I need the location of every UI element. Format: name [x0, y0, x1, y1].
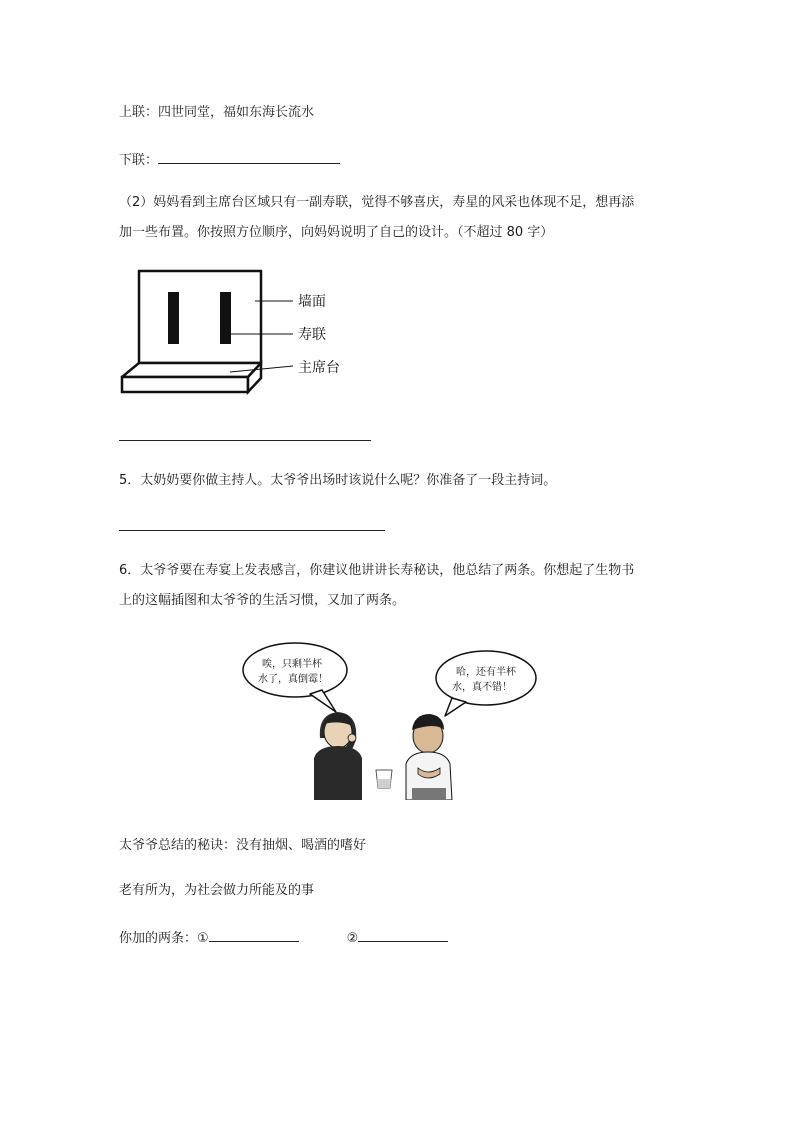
podium-top [122, 363, 261, 377]
bubble-tail-left [310, 690, 336, 712]
label-wall: 墙面 [298, 294, 326, 310]
half-glass-illustration [240, 640, 540, 800]
label-podium: 主席台 [298, 360, 340, 376]
q5-answer-line[interactable] [119, 530, 385, 531]
added-label: 你加的两条：① [119, 931, 209, 946]
couplet-strip-left [168, 292, 179, 344]
added-items [119, 927, 448, 948]
wall-panel [139, 271, 261, 363]
q6-line1: 6．太爷爷要在寿宴上发表感言，你建议他讲讲长寿秘诀，他总结了两条。你想起了生物书 [119, 563, 635, 578]
couplet-lower [119, 149, 340, 170]
q6-line2: 上的这幅插图和太爷爷的生活习惯，又加了两条。 [119, 593, 406, 608]
couplet-lower-label: 下联： [119, 153, 159, 168]
label-couplet: 寿联 [298, 327, 326, 343]
secrets-line2: 老有所为，为社会做力所能及的事 [119, 883, 315, 898]
speech-bubble-left [243, 643, 347, 697]
q5-text: 5．太奶奶要你做主持人。太爷爷出场时该说什么呢？你准备了一段主持词。 [119, 473, 557, 488]
bubble-text-right-2: 水，真不错！ [452, 682, 512, 693]
podium-diagram [118, 268, 348, 400]
couplet-upper: 上联：四世同堂，福如东海长流水 [119, 105, 315, 120]
q2-line2: 加一些布置。你按照方位顺序，向妈妈说明了自己的设计。（不超过 80 字） [119, 225, 554, 240]
bubble-tail-right [445, 698, 466, 716]
happy-boy-figure [406, 714, 452, 800]
speech-bubble-right [436, 651, 536, 705]
bubble-text-left-2: 水了，真倒霉！ [258, 674, 328, 685]
second-marker: ② [346, 931, 359, 946]
bubble-text-left-1: 唉，只剩半杯 [262, 659, 322, 670]
q2-line1: （2）妈妈看到主席台区域只有一副寿联，觉得不够喜庆，寿星的风采也体现不足，想再添 [119, 195, 635, 210]
couplet-lower-blank[interactable] [158, 149, 340, 164]
sad-boy-figure [314, 712, 362, 800]
podium-front [122, 377, 248, 392]
added-blank-1[interactable] [209, 927, 299, 942]
added-blank-2[interactable] [358, 927, 448, 942]
couplet-strip-right [220, 292, 231, 344]
secrets-line1: 太爷爷总结的秘诀：没有抽烟、喝酒的嗜好 [119, 838, 367, 853]
q2-answer-line[interactable] [119, 440, 371, 441]
bubble-text-right-1: 哈，还有半杯 [456, 667, 516, 678]
half-glass-icon [376, 770, 392, 788]
